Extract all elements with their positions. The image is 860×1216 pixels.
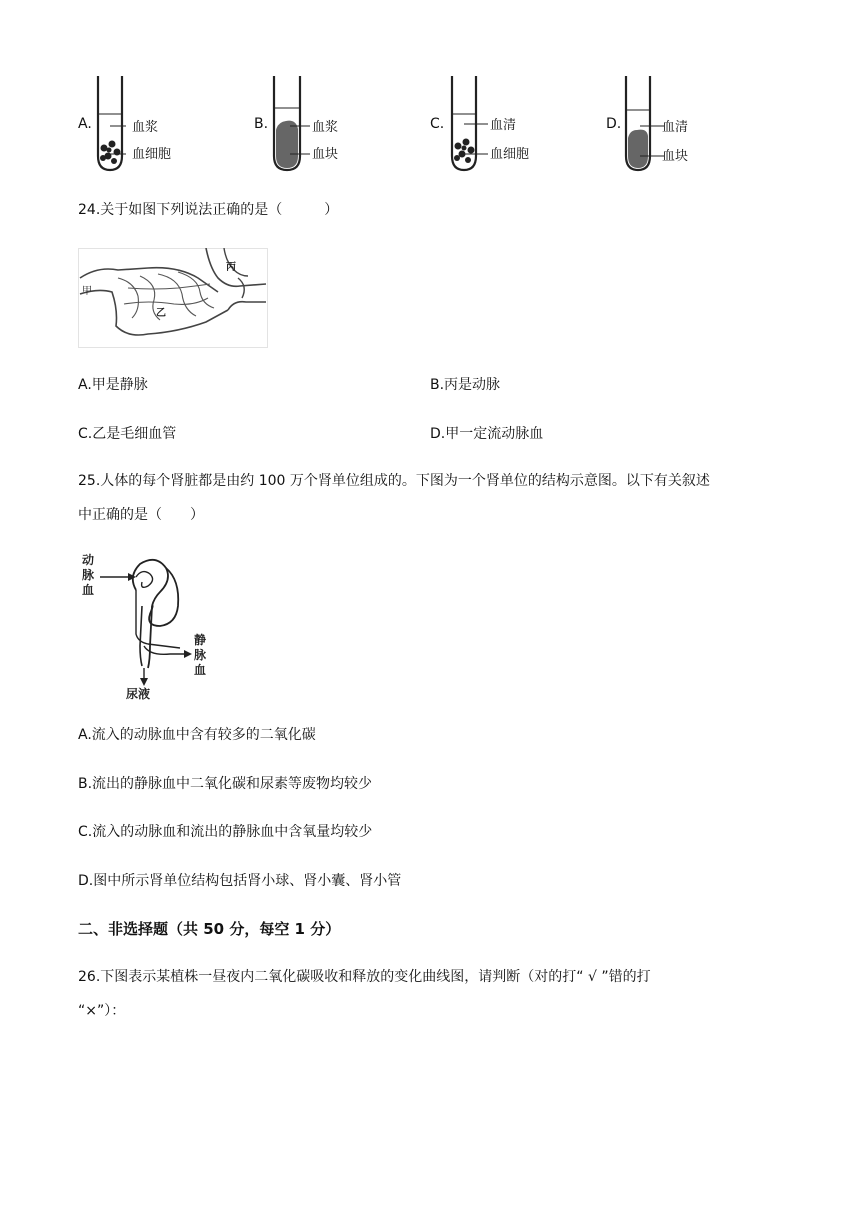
- label-artery-1: 动: [82, 553, 95, 567]
- q25-option-c: C.流入的动脉血和流出的静脉血中含氧量均较少: [78, 824, 373, 840]
- q25-stem-line1: 25.人体的每个肾脏都是由约 100 万个肾单位组成的。下图为一个肾单位的结构示意图。以下有关叙述: [78, 473, 710, 489]
- label-artery-2: 脉: [82, 568, 95, 582]
- q24-stem: 24.关于如图下列说法正确的是（ ）: [78, 202, 339, 218]
- label-yi: 乙: [156, 308, 166, 319]
- option-d-top-label: 血清: [662, 120, 689, 135]
- blood-vessel-diagram: [78, 248, 268, 348]
- label-vein-2: 脉: [194, 648, 207, 662]
- label-vein-3: 血: [194, 663, 207, 677]
- q25-option-d: D.图中所示肾单位结构包括肾小球、肾小囊、肾小管: [78, 873, 402, 889]
- q25-option-a: A.流入的动脉血中含有较多的二氧化碳: [78, 727, 316, 743]
- option-c-letter: C.: [430, 116, 445, 132]
- option-a-top-label: 血浆: [132, 120, 159, 135]
- test-tube-a: [92, 74, 128, 174]
- q23-options: [0, 70, 860, 180]
- label-urine: 尿液: [126, 687, 151, 700]
- label-bing: 丙: [226, 262, 236, 273]
- option-a-bottom-label: 血细胞: [132, 147, 172, 162]
- option-a-letter: A.: [78, 116, 92, 132]
- option-b-top-label: 血浆: [312, 120, 339, 135]
- label-vein-1: 静: [194, 633, 207, 647]
- q24-option-c: C.乙是毛细血管: [78, 426, 177, 442]
- label-artery-3: 血: [82, 583, 95, 597]
- q26-stem-line1: 26.下图表示某植株一昼夜内二氧化碳吸收和释放的变化曲线图，请判断（对的打“ √ ”错的打: [78, 969, 651, 985]
- q25-stem-line2: 中正确的是（ ）: [78, 507, 204, 523]
- q24-option-d: D.甲一定流动脉血: [430, 426, 544, 442]
- nephron-diagram: [80, 550, 220, 700]
- section-2-heading: 二、非选择题（共 50 分，每空 1 分）: [78, 920, 341, 938]
- q26-stem-line2: “×”）：: [78, 1003, 126, 1019]
- q24-option-b: B.丙是动脉: [430, 377, 501, 393]
- test-tube-d: [620, 74, 666, 174]
- option-c-bottom-label: 血细胞: [490, 147, 530, 162]
- option-d-bottom-label: 血块: [662, 149, 689, 164]
- test-tube-c: [446, 74, 490, 174]
- option-d-letter: D.: [606, 116, 622, 132]
- option-c-top-label: 血清: [490, 118, 517, 133]
- option-b-letter: B.: [254, 116, 269, 132]
- test-tube-b: [268, 74, 312, 174]
- q24-option-a: A.甲是静脉: [78, 377, 148, 393]
- q25-option-b: B.流出的静脉血中二氧化碳和尿素等废物均较少: [78, 776, 373, 792]
- option-b-bottom-label: 血块: [312, 147, 339, 162]
- label-jia: 甲: [82, 286, 92, 297]
